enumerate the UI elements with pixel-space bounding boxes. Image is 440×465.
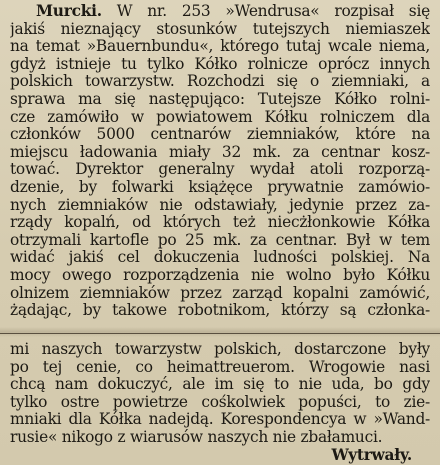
text-line: na temat »Bauernbundu«, którego tutaj wcale niema, (10, 38, 430, 56)
first-line (10, 3, 430, 21)
text-line: cze zamówiło w powiatowem Kółku rolniczem dla (10, 108, 430, 126)
text-line: żądając, by takowe robotnikom, którzy są członka- (10, 302, 430, 320)
text-line: miejscu ładowania miały 32 mk. za centnar kosz- (10, 143, 430, 161)
text-line: mocy owego rozporządzenia nie wolno było Kółku (10, 266, 430, 284)
text-line: W nr. 253 »Wendrusa« rozpisał się (116, 3, 430, 20)
text-line: tylko ostre powietrze cośkolwiek popuści, to zie- (10, 393, 430, 411)
text-line: członków 5000 centnarów ziemniaków, które na (10, 126, 430, 144)
text-line: nych ziemniaków nie odstawiały, jedynie przez za- (10, 196, 430, 214)
text-line: mi naszych towarzystw polskich, dostarczone były (10, 341, 430, 358)
text-line: tować. Dyrektor generalny wydał atoli rozporzą- (10, 161, 430, 179)
text-line: polskich towarzystw. Rozchodzi się o ziemniaki, a (10, 73, 430, 91)
text-line: po tej cenie, co heimattreuerom. Wrogowie nasi (10, 358, 430, 376)
text-line: gdyż istnieje tu tylko Kółko rolnicze oprócz innych (10, 55, 430, 73)
text-line: dzenie, by folwarki książęce prywatnie zamówio- (10, 178, 430, 196)
article-column-bottom (10, 341, 430, 464)
text-line: otrzymali kartofle po 25 mk. za centnar. Był w tem (10, 231, 430, 249)
text-line: mniaki dla Kółka nadejdą. Korespondencya w »Wand- (10, 411, 430, 429)
paper-fold-shadow (0, 327, 440, 337)
author-signature: Wytrwały. (331, 445, 412, 464)
column-divider (0, 333, 440, 334)
text-line: widać jakiś cel dokuczenia ludności polskiej. Na (10, 249, 430, 267)
text-line: sprawa ma się następująco: Tutejsze Kółko rolni- (10, 90, 430, 108)
text-line: olnizem ziemniaków przez zarząd kopalni zamówić, (10, 284, 430, 302)
place-name: Murcki. (36, 3, 102, 20)
text-line: chcą nam dokuczyć, ale im się to nie uda, bo gdy (10, 376, 430, 394)
text-line: rządy kopalń, od których też niecżłonkowie Kółka (10, 214, 430, 232)
article-column-top (10, 3, 430, 320)
text-line: rusie« nikogo z wiarusów naszych nie zbałamuci. (10, 428, 383, 446)
text-line: jakiś nieznający stosunków tutejszych niemiaszek (10, 20, 430, 38)
